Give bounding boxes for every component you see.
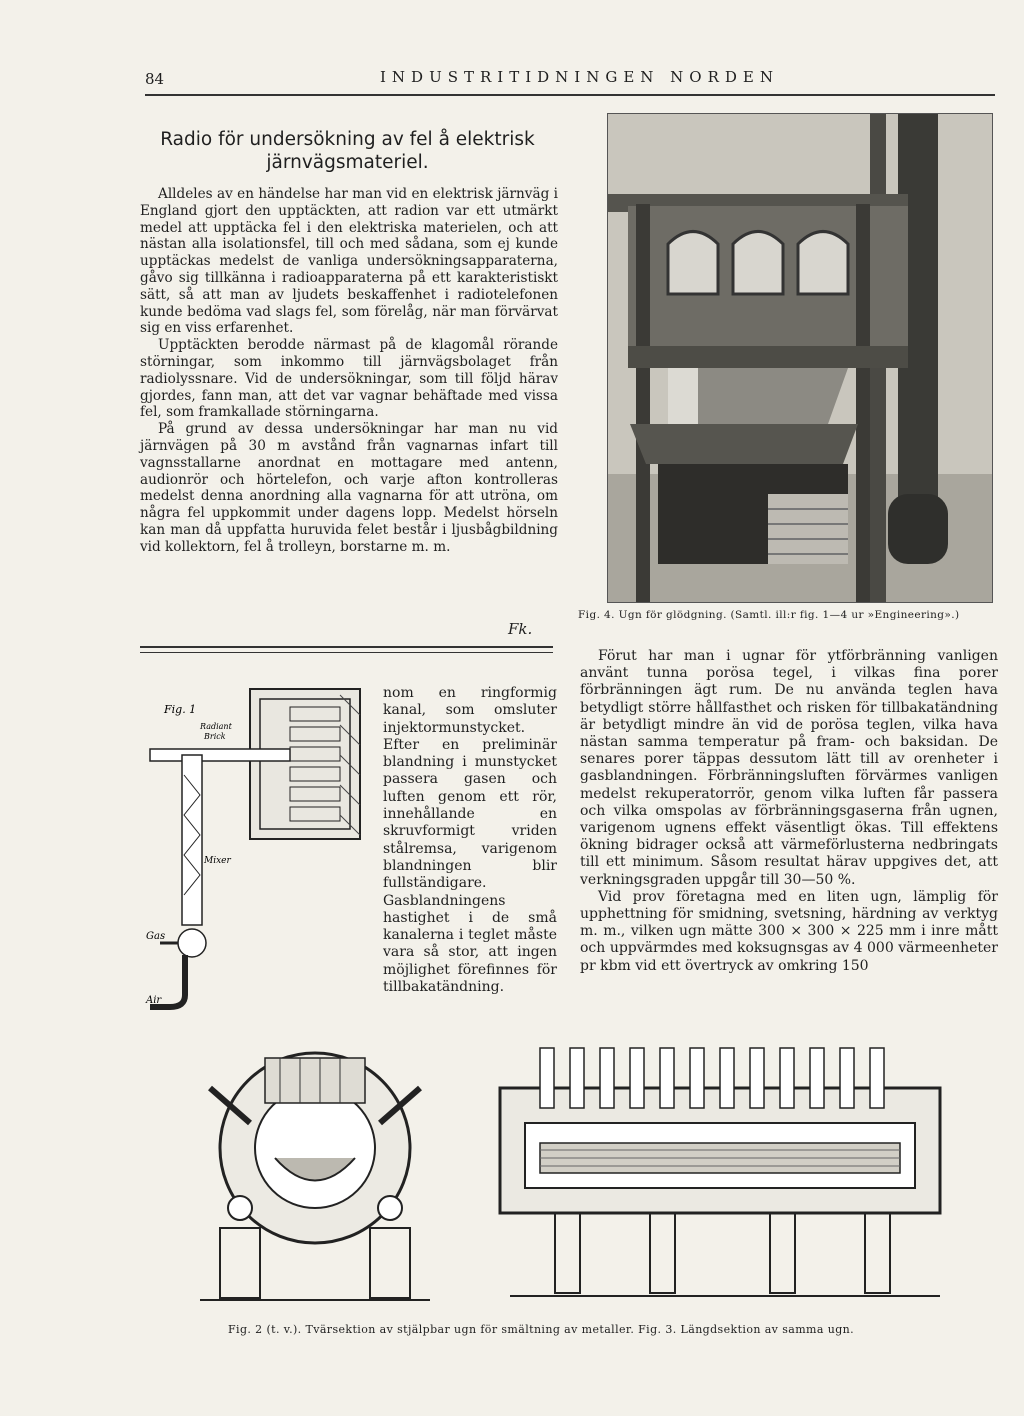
article-title bbox=[145, 128, 550, 174]
furnace-photo-illustration bbox=[608, 114, 992, 602]
article-title-line-1: Radio för undersökning av fel å elektrisk bbox=[160, 129, 535, 150]
fig23-caption: Fig. 2 (t. v.). Tvärsektion av stjälpbar ugn för smältning av metaller. Fig. 3. Längdsektion av samma ugn. bbox=[228, 1323, 855, 1336]
fig1-mixer-label: Mixer bbox=[204, 856, 231, 866]
right-paragraph-2: Vid prov företagna med en liten ugn, lämplig för upphettning för smidning, svetsning, härdning av verktyg m. m., vilken ugn mätte 300 × 300 × 225 mm i inre mått och uppvärmdes med koksugnsgas av 4 000 värmeenheter pr kbm vid ett övertryck av omkring 150 bbox=[580, 888, 998, 974]
header-rule bbox=[145, 94, 995, 96]
fig4-caption: Fig. 4. Ugn för glödgning. (Samtl. ill:r fig. 1—4 ur »Engineering».) bbox=[578, 609, 960, 621]
fig1-radiant-label: Radiant bbox=[200, 722, 232, 731]
fig4-furnace-photo bbox=[607, 113, 993, 603]
fig2-fig3-drawings bbox=[180, 1028, 970, 1318]
furnace-sections-diagram bbox=[180, 1028, 970, 1318]
article-paragraph-3: På grund av dessa undersökningar har man nu vid järnvägen på 30 m avstånd från vagnarnas infart till vagnsstallarne anordnat en mottagare med antenn, audionrör och hörtelefon, och varje afton kontrolleras medelst denna anordning alla vagnarna för att utröna, om några fel uppkommit under dagens lopp. Medelst hörseln kan man då uppfatta huruvida felet består i ljusbågbildning vid kollektorn, fel å trolleyn, borstarne m. m. bbox=[140, 421, 558, 555]
page-header bbox=[145, 62, 995, 96]
right-paragraph-1: Förut har man i ugnar för ytförbränning vanligen använt tunna porösa tegel, i vilkas fina porer förbränningen ägt rum. De nu använda teglen hava betydligt större hållfasthet och risken för tillbakatändning är betydligt mindre än vid de porösa teglen, vilka hava nästan samma temperatur på fram- och baksidan. De senares porer täppas dessutom lätt till av orenheter i gasblandningen. Förbränningsluften förvärmes vanligen medelst rekuperatorrör, genom vilka luften får passera och vilka omspolas av förbränningsgaserna från ugnen, varigenom ugnens effekt väsentligt ökas. Till effektens ökning bidrager också att värmeförlusterna nedbringats till ett minimum. Såsom resultat härav uppgives det, att verkningsgraden uppgår till 30—50 %. bbox=[580, 648, 998, 888]
burner-diagram bbox=[140, 685, 370, 1020]
article-title-line-2: järnvägsmateriel. bbox=[266, 152, 429, 173]
article-body bbox=[140, 186, 558, 556]
fig1-burner-drawing bbox=[140, 685, 370, 1020]
middle-column-text: nom en ringformig kanal, som omsluter injektormunstycket. Efter en preliminär blandning i munstycket passera gasen och luften genom ett rör, innehållande en skruvformigt vriden stålremsa, varigenom blandningen blir fullständigare. Gasblandningens hastighet i de små kanalerna i teglet måste vara så stor, att ingen möjlighet förefinnes för tillbakatändning. bbox=[383, 685, 557, 996]
journal-title: INDUSTRITIDNINGEN NORDEN bbox=[380, 68, 779, 86]
fig1-brick-label: Brick bbox=[204, 732, 226, 741]
fig1-label: Fig. 1 bbox=[164, 703, 197, 716]
article-paragraph-2: Upptäckten berodde närmast på de klagomål rörande störningar, som inkommo till järnvägsbolaget från radiolyssnare. Vid de undersökningar, som till följd härav gjordes, fann man, att det var vagnar behäftade med vissa fel, som framkallade störningarna. bbox=[140, 337, 558, 421]
right-column bbox=[580, 648, 998, 975]
fig1-air-label: Air bbox=[146, 995, 162, 1006]
section-divider bbox=[140, 646, 553, 653]
article-paragraph-1: Alldeles av en händelse har man vid en elektrisk järnväg i England gjort den upptäckten, att radion var ett utmärkt medel att upptäcka fel i den elektriska materielen, och att nästan alla isolationsfel, till och med sådana, som ej kunde upptäckas medelst de vanliga undersökningsapparaterna, gåvo sig tillkänna i radioapparaterna på ett karakteristiskt sätt, så att man av ljudets beskaffenhet i radiotelefonen kunde bedöma vad slags fel, som förelåg, när man förvärvat sig en viss erfarenhet. bbox=[140, 186, 558, 337]
page-number: 84 bbox=[145, 70, 165, 88]
article-signature: Fk. bbox=[508, 620, 533, 638]
fig1-gas-label: Gas bbox=[146, 931, 166, 942]
